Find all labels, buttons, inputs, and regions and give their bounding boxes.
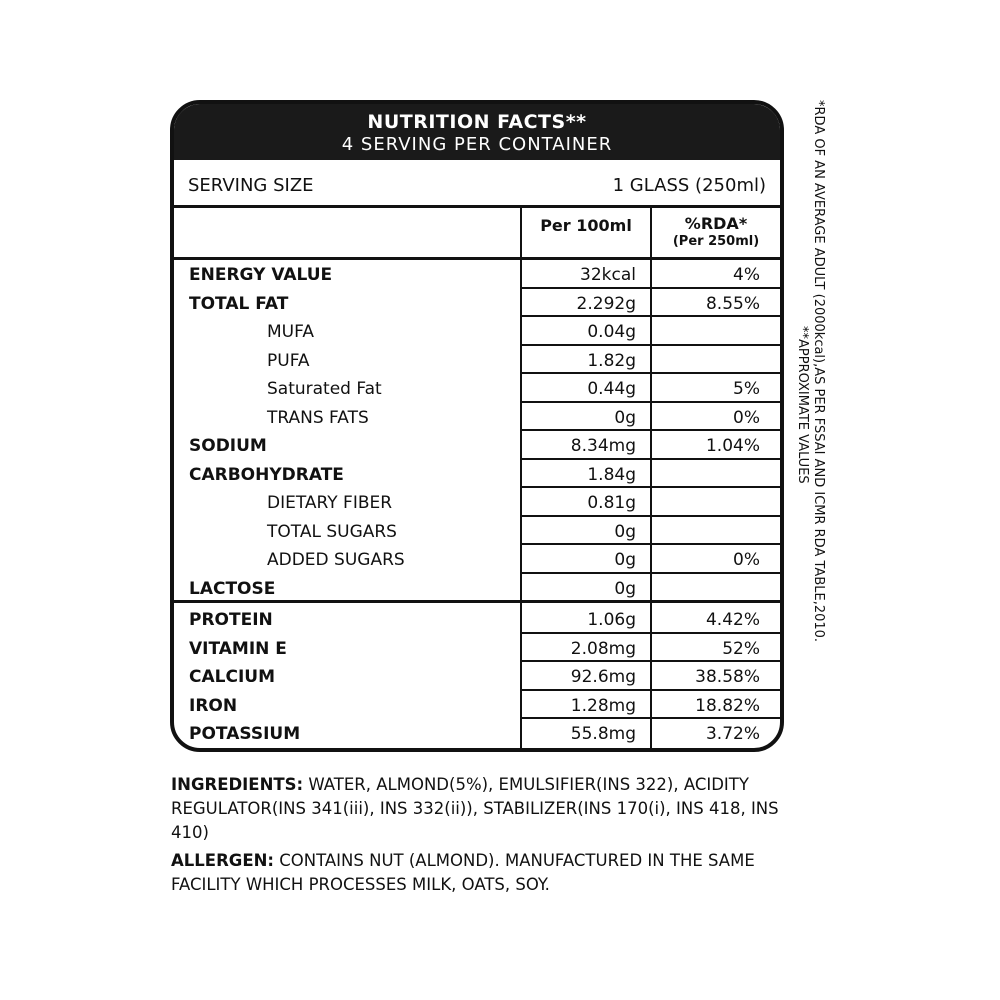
nutrient-name: Saturated Fat [267, 379, 382, 399]
nutrient-per-100ml: 2.292g [576, 293, 636, 314]
nutrient-per-100ml: 1.84g [587, 464, 636, 485]
allergen-block [171, 849, 821, 897]
nutrient-rda: 0% [733, 407, 760, 428]
serving-size-row [174, 160, 780, 208]
allergen-text: CONTAINS NUT (ALMOND). MANUFACTURED IN THE SAME FACILITY WHICH PROCESSES MILK, OATS, SOY. [171, 851, 755, 894]
rda-header-sub: (Per 250ml) [672, 234, 760, 249]
nutrient-name: TOTAL SUGARS [267, 521, 397, 542]
table-row [174, 574, 780, 603]
table-row [174, 662, 780, 691]
serving-size-value: 1 GLASS (250ml) [612, 175, 766, 196]
nutrient-name: DIETARY FIBER [267, 493, 393, 513]
ingredients-block [171, 773, 821, 845]
table-row [174, 260, 780, 289]
column-header-rda [652, 214, 780, 249]
nutrient-table [174, 260, 780, 748]
nutrient-name: TRANS FATS [267, 407, 369, 428]
column-header-per-100ml: Per 100ml [540, 216, 632, 235]
nutrient-name: LACTOSE [189, 578, 276, 599]
table-row [174, 460, 780, 489]
nutrient-name: PROTEIN [189, 610, 273, 630]
table-row [174, 605, 780, 634]
nutrient-rda: 8.55% [705, 293, 760, 314]
servings-per-container: 4 SERVING PER CONTAINER [341, 134, 613, 155]
nutrient-name: TOTAL FAT [189, 293, 289, 314]
nutrient-name: SODIUM [189, 436, 267, 456]
table-row [174, 431, 780, 460]
column-header-row [174, 208, 780, 260]
table-row [174, 719, 780, 748]
table-row [174, 317, 780, 346]
nutrient-per-100ml: 0g [614, 521, 636, 542]
table-row [174, 545, 780, 574]
nutrient-per-100ml: 92.6mg [570, 667, 636, 687]
ingredients-text: WATER, ALMOND(5%), EMULSIFIER(INS 322), ACIDITY REGULATOR(INS 341(iii), INS 332(ii)), STABILIZER(INS 170(i), INS 418, INS 410) [171, 775, 779, 842]
nutrient-rda: 4% [733, 265, 760, 285]
nutrient-rda: 1.04% [705, 436, 760, 456]
nutrient-per-100ml: 0g [614, 407, 636, 428]
nutrition-header [174, 104, 780, 160]
nutrient-per-100ml: 0.81g [587, 493, 636, 513]
table-row [174, 374, 780, 403]
nutrient-name: POTASSIUM [189, 724, 301, 744]
table-row [174, 289, 780, 318]
nutrient-rda: 18.82% [695, 695, 760, 716]
nutrient-rda: 52% [722, 638, 760, 659]
nutrient-name: CALCIUM [189, 667, 275, 687]
nutrient-name: ENERGY VALUE [189, 265, 333, 285]
nutrient-per-100ml: 8.34mg [570, 436, 636, 456]
nutrient-rda: 38.58% [695, 667, 760, 687]
ingredients-label: INGREDIENTS: [171, 775, 304, 794]
nutrient-name: VITAMIN E [189, 638, 287, 659]
nutrition-facts-panel [170, 100, 784, 752]
nutrient-rda: 5% [733, 379, 760, 399]
rda-footnote: *RDA OF AN AVERAGE ADULT (2000kcal),AS PER FSSAI AND ICMR RDA TABLE,2010. [811, 100, 826, 643]
nutrient-per-100ml: 2.08mg [570, 638, 636, 659]
nutrient-per-100ml: 55.8mg [570, 724, 636, 744]
nutrient-per-100ml: 1.06g [587, 610, 636, 630]
nutrient-per-100ml: 0.04g [587, 322, 636, 342]
rda-header-label: %RDA* [684, 214, 748, 233]
label-footer [171, 773, 821, 901]
nutrient-rda: 0% [733, 550, 760, 570]
nutrition-title: NUTRITION FACTS** [367, 111, 587, 133]
nutrient-per-100ml: 1.28mg [570, 695, 636, 716]
nutrient-per-100ml: 32kcal [580, 265, 636, 285]
table-row [174, 517, 780, 546]
nutrient-rda: 4.42% [705, 610, 760, 630]
section-divider [174, 600, 780, 603]
nutrient-per-100ml: 0g [614, 550, 636, 570]
nutrient-name: ADDED SUGARS [267, 550, 405, 570]
allergen-label: ALLERGEN: [171, 851, 274, 870]
table-row [174, 403, 780, 432]
nutrient-name: CARBOHYDRATE [189, 464, 344, 485]
table-row [174, 488, 780, 517]
nutrient-name: MUFA [267, 322, 314, 342]
nutrient-per-100ml: 1.82g [587, 350, 636, 371]
table-row [174, 691, 780, 720]
table-row [174, 346, 780, 375]
nutrient-per-100ml: 0.44g [587, 379, 636, 399]
nutrient-name: PUFA [267, 350, 310, 371]
table-row [174, 634, 780, 663]
nutrient-per-100ml: 0g [614, 578, 636, 599]
nutrient-rda: 3.72% [705, 724, 760, 744]
serving-size-label: SERVING SIZE [188, 175, 314, 196]
approximate-values-footnote: **APPROXIMATE VALUES [795, 326, 810, 484]
nutrient-name: IRON [189, 695, 238, 716]
